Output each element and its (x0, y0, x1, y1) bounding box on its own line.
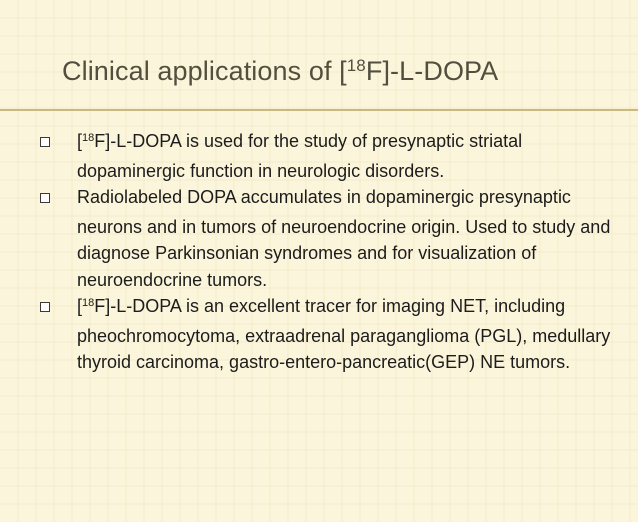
bullet-prefix: [ (77, 296, 83, 316)
bullet-superscript: 18 (82, 132, 95, 144)
square-bullet-icon (40, 193, 50, 203)
bullet-body: F]-L-DOPA is used for the study of presynaptic striatal dopaminergic function in neurologic disorders. (77, 131, 523, 181)
bullet-item (38, 128, 618, 184)
bullet-item (38, 293, 618, 376)
title-superscript: 18 (346, 56, 366, 75)
bullet-prefix: [ (77, 131, 83, 151)
square-bullet-icon (40, 302, 50, 312)
bullet-text (77, 293, 618, 376)
slide-title (62, 56, 622, 87)
title-suffix: F]-L-DOPA (365, 56, 499, 86)
title-divider (0, 109, 638, 111)
bullet-body: Radiolabeled DOPA accumulates in dopaminergic presynaptic neurons and in tumors of neuroendocrine origin. Used to study and diagnose Parkinsonian syndromes and for visualization of neuroendocrine tumors. (77, 187, 611, 290)
square-bullet-icon (40, 137, 50, 147)
bullet-list (38, 128, 618, 376)
bullet-text (77, 184, 618, 293)
bullet-item (38, 184, 618, 293)
title-prefix: Clinical applications of [ (62, 56, 347, 86)
bullet-superscript: 18 (82, 297, 95, 309)
bullet-body: F]-L-DOPA is an excellent tracer for imaging NET, including pheochromocytoma, extraadrenal paraganglioma (PGL), medullary thyroid carcinoma, gastro-entero-pancreatic(GEP) NE tumors. (77, 296, 611, 372)
bullet-text (77, 128, 618, 184)
